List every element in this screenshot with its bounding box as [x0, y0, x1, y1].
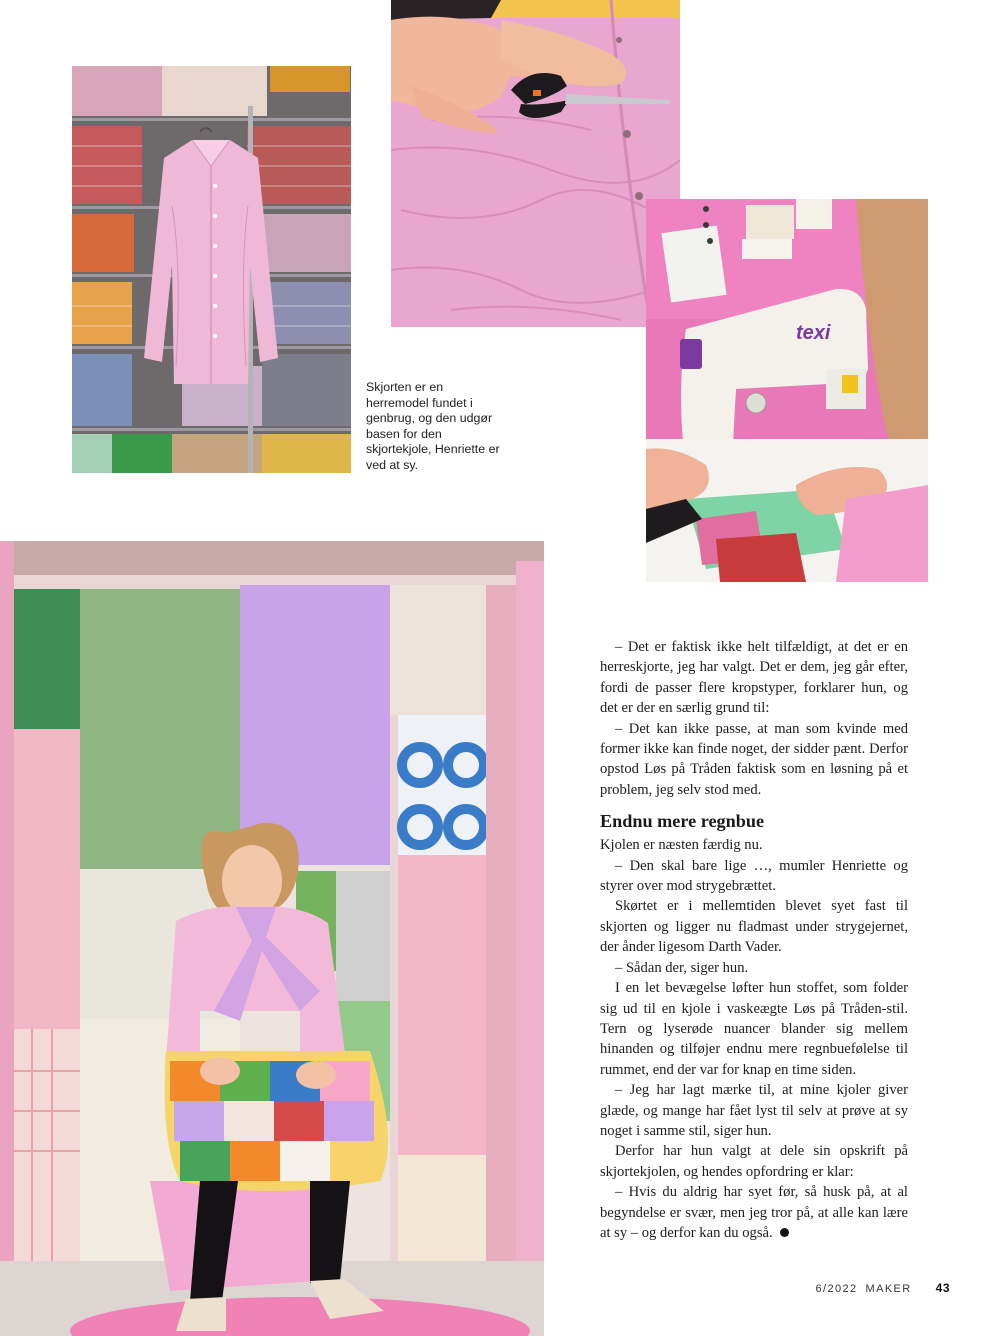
article-subheading: Endnu mere regnbue: [600, 811, 765, 832]
photo-shirt-on-shelves: [72, 66, 351, 473]
photo-portrait-henriette: [0, 541, 544, 1336]
article-paragraph: – Det er faktisk ikke helt tilfældigt, at det er en herreskjorte, jeg har valgt. Det er dem, jeg går efter, fordi de passer flere kropstyper, forklarer hun, og det er der en særlig grund til:: [600, 639, 908, 717]
photo-cutting-fabric: [391, 0, 680, 327]
issue-number: 6/2022: [815, 1283, 858, 1295]
article-paragraph: – Den skal bare lige …, mumler Henriette og styrer over mod strygebrættet.: [600, 857, 908, 895]
end-mark-icon: [780, 1228, 789, 1237]
article-paragraph: Kjolen er næsten færdig nu.: [600, 837, 763, 854]
page-number: 43: [935, 1281, 950, 1295]
photo-caption: Skjorten er en herremodel fundet i genbrug, og den udgør basen for den skjortekjole, Henriette er ved at sy.: [366, 380, 500, 472]
article-paragraph: – Det kan ikke passe, at man som kvinde med former ikke kan finde noget, der sidder pænt. Derfor opstod Løs på Tråden faktisk som en løsning på et problem, jeg selv stod med.: [600, 720, 908, 798]
article-last-paragraph: [600, 1182, 908, 1243]
svg-text:texi: texi: [796, 322, 831, 344]
article-paragraph: Skørtet er i mellemtiden blevet syet fast til skjorten og ligger nu fladmast under strygejernet, der ånder ligesom Darth Vader.: [600, 898, 908, 956]
photo-sewing-machine: [646, 199, 928, 582]
article-body: [600, 637, 908, 1243]
magazine-name: MAKER: [865, 1283, 912, 1295]
article-paragraph: – Jeg har lagt mærke til, at mine kjoler giver glæde, og mange har fået lyst til selv at prøve at sy noget i samme stil, siger hun.: [600, 1082, 908, 1139]
article-last-paragraph-text: – Hvis du aldrig har syet før, så husk på, at al begyndelse er svær, men jeg tror på, at alle kan lære at sy – og derfor kan du også.: [600, 1184, 908, 1241]
page-footer: [815, 1281, 950, 1295]
article-paragraph: Derfor har hun valgt at dele sin opskrift på skjortekjolen, og hendes opfordring er klar:: [600, 1143, 908, 1180]
article-paragraph: I en let bevægelse løfter hun stoffet, som folder sig ud til en kjole i vaskeægte Løs på Tråden-stil. Tern og lyserøde nuancer blander sig mellem hinanden og tilføjer endnu mere regnbuefølelse til rummet, end der var for knap en time siden.: [600, 980, 908, 1078]
article-paragraph: – Sådan der, siger hun.: [615, 959, 749, 976]
